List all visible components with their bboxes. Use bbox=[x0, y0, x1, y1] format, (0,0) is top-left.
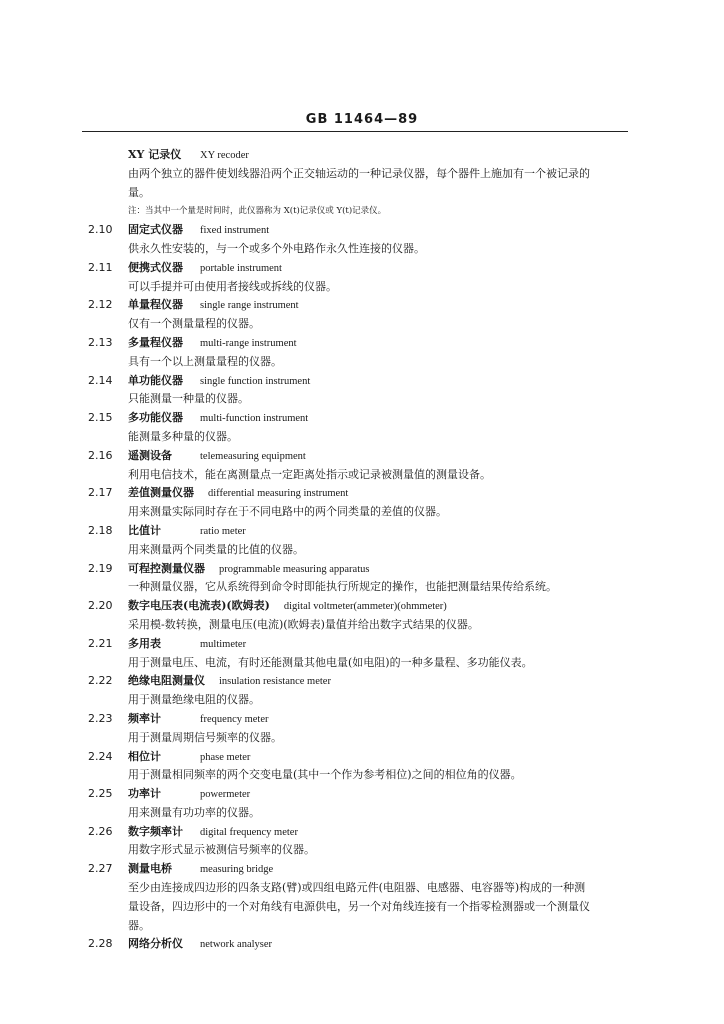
standard-code: GB 11464—89 bbox=[305, 112, 419, 127]
term-number: 2.15 bbox=[88, 411, 113, 425]
definition-line: 只能测量一种量的仪器。 bbox=[128, 392, 249, 406]
definition-line: 用于测量电压、电流，有时还能测量其他电量(如电阻)的一种多量程、多功能仪表。 bbox=[128, 655, 533, 669]
term-line bbox=[88, 785, 633, 804]
term-line bbox=[88, 334, 633, 353]
term-zh: 遥测设备 bbox=[128, 448, 172, 462]
term-en: multi-function instrument bbox=[200, 413, 309, 425]
term-line bbox=[88, 710, 633, 729]
term-en: XY recoder bbox=[200, 150, 249, 161]
term-number: 2.26 bbox=[88, 824, 113, 838]
term-number: 2.27 bbox=[88, 862, 113, 876]
term-zh: 可程控测量仪器 bbox=[128, 561, 205, 575]
term-zh: XY 记录仪 bbox=[128, 148, 182, 161]
term-number: 2.24 bbox=[88, 749, 113, 763]
definition-line: 能测量多种量的仪器。 bbox=[128, 429, 238, 443]
term-zh: 差值测量仪器 bbox=[128, 486, 194, 500]
term-zh: 多用表 bbox=[128, 636, 161, 650]
term-zh: 相位计 bbox=[128, 749, 161, 763]
term-en: programmable measuring apparatus bbox=[219, 563, 370, 575]
term-number: 2.21 bbox=[88, 636, 113, 650]
term-line bbox=[88, 672, 633, 691]
term-line bbox=[88, 597, 633, 616]
definition-line: 量。 bbox=[128, 185, 150, 199]
term-en: digital voltmeter(ammeter)(ohmmeter) bbox=[283, 601, 447, 613]
definition-line: 供永久性安装的，与一个或多个外电路作永久性连接的仪器。 bbox=[128, 241, 425, 255]
term-en: frequency meter bbox=[200, 713, 269, 725]
term-line bbox=[88, 635, 633, 654]
term-line bbox=[88, 748, 633, 767]
term-zh: 网络分析仪 bbox=[128, 937, 183, 951]
definition-line: 由两个独立的器件使划线器沿两个正交轴运动的一种记录仪器，每个器件上施加有一个被记录的 bbox=[128, 166, 590, 180]
term-line bbox=[88, 860, 633, 879]
term-en: multimeter bbox=[200, 638, 247, 650]
term-number: 2.25 bbox=[88, 787, 113, 801]
document-body bbox=[88, 146, 633, 954]
term-line bbox=[88, 935, 633, 954]
term-number: 2.16 bbox=[88, 448, 113, 462]
term-line bbox=[88, 409, 633, 428]
term-en: single range instrument bbox=[200, 300, 299, 312]
term-en: insulation resistance meter bbox=[219, 676, 331, 688]
definition-line: 用于测量绝缘电阻的仪器。 bbox=[128, 693, 260, 707]
header-rule bbox=[82, 131, 628, 132]
term-number: 2.12 bbox=[88, 298, 113, 312]
term-en: digital frequency meter bbox=[200, 826, 298, 838]
term-zh: 多功能仪器 bbox=[128, 411, 183, 425]
term-number: 2.23 bbox=[88, 711, 113, 725]
definition-line: 用于测量相同频率的两个交变电量(其中一个作为参考相位)之间的相位角的仪器。 bbox=[128, 768, 522, 782]
term-line bbox=[88, 522, 633, 541]
term-en: measuring bridge bbox=[200, 864, 274, 876]
term-line bbox=[88, 484, 633, 503]
definition-line: 量设备，四边形中的一个对角线有电源供电，另一个对角线连接有一个指零检测器或一个测量仪 bbox=[128, 899, 590, 913]
definition-line: 仅有一个测量量程的仪器。 bbox=[128, 317, 260, 331]
term-en: ratio meter bbox=[200, 525, 246, 537]
term-zh: 数字频率计 bbox=[128, 824, 183, 838]
term-line bbox=[88, 447, 633, 466]
term-zh: 固定式仪器 bbox=[128, 223, 183, 237]
definition-line: 用来测量实际同时存在于不同电路中的两个同类量的差值的仪器。 bbox=[128, 505, 447, 519]
term-zh: 绝缘电阻测量仪 bbox=[128, 674, 205, 688]
term-number: 2.28 bbox=[88, 937, 113, 951]
term-number: 2.20 bbox=[88, 599, 113, 613]
term-zh: 比值计 bbox=[128, 523, 161, 537]
term-zh: 测量电桥 bbox=[128, 862, 172, 876]
term-line bbox=[88, 259, 633, 278]
term-line bbox=[88, 146, 633, 165]
term-zh: 单量程仪器 bbox=[128, 298, 183, 312]
term-line bbox=[88, 221, 633, 240]
definition-line: 至少由连接成四边形的四条支路(臂)或四组电路元件(电阻器、电感器、电容器等)构成的一种测 bbox=[128, 881, 586, 895]
definition-line: 用来测量两个同类量的比值的仪器。 bbox=[128, 542, 304, 556]
definition-line: 用来测量有功功率的仪器。 bbox=[128, 805, 260, 819]
note-line: 注：当其中一个量是时间时，此仪器称为 X(t)记录仪或 Y(t)记录仪。 bbox=[128, 206, 387, 217]
term-number: 2.18 bbox=[88, 523, 113, 537]
term-line bbox=[88, 296, 633, 315]
term-en: differential measuring instrument bbox=[208, 488, 349, 500]
term-number: 2.22 bbox=[88, 674, 113, 688]
definition-line: 一种测量仪器，它从系统得到命令时即能执行所规定的操作，也能把测量结果传给系统。 bbox=[128, 580, 557, 594]
definition-line: 利用电信技术，能在离测量点一定距离处指示或记录被测量值的测量设备。 bbox=[128, 467, 491, 481]
definition-line: 用于测量周期信号频率的仪器。 bbox=[128, 730, 282, 744]
term-zh: 单功能仪器 bbox=[128, 373, 183, 387]
term-line bbox=[88, 560, 633, 579]
definition-line: 用数字形式显示被测信号频率的仪器。 bbox=[128, 843, 315, 857]
term-en: fixed instrument bbox=[200, 225, 270, 237]
term-zh: 多量程仪器 bbox=[128, 335, 183, 349]
term-en: network analyser bbox=[200, 939, 273, 951]
term-en: portable instrument bbox=[200, 262, 282, 274]
term-number: 2.14 bbox=[88, 373, 113, 387]
term-zh: 数字电压表(电流表)(欧姆表) bbox=[128, 599, 270, 613]
definition-line: 可以手提并可由使用者接线或拆线的仪器。 bbox=[128, 279, 337, 293]
term-en: telemeasuring equipment bbox=[200, 450, 306, 462]
term-en: multi-range instrument bbox=[200, 337, 297, 349]
term-number: 2.13 bbox=[88, 335, 113, 349]
term-en: powermeter bbox=[200, 789, 251, 801]
term-number: 2.19 bbox=[88, 561, 113, 575]
definition-line: 采用模-数转换，测量电压(电流)(欧姆表)量值并给出数字式结果的仪器。 bbox=[128, 617, 479, 631]
definition-line: 具有一个以上测量量程的仪器。 bbox=[128, 354, 282, 368]
term-number: 2.17 bbox=[88, 486, 113, 500]
term-number: 2.11 bbox=[88, 260, 113, 274]
term-zh: 功率计 bbox=[128, 787, 161, 801]
definition-line: 器。 bbox=[128, 918, 150, 932]
term-en: single function instrument bbox=[200, 375, 311, 387]
term-en: phase meter bbox=[200, 751, 251, 763]
term-line bbox=[88, 823, 633, 842]
term-zh: 便携式仪器 bbox=[128, 260, 183, 274]
term-line bbox=[88, 372, 633, 391]
term-zh: 频率计 bbox=[128, 711, 161, 725]
term-number: 2.10 bbox=[88, 223, 113, 237]
